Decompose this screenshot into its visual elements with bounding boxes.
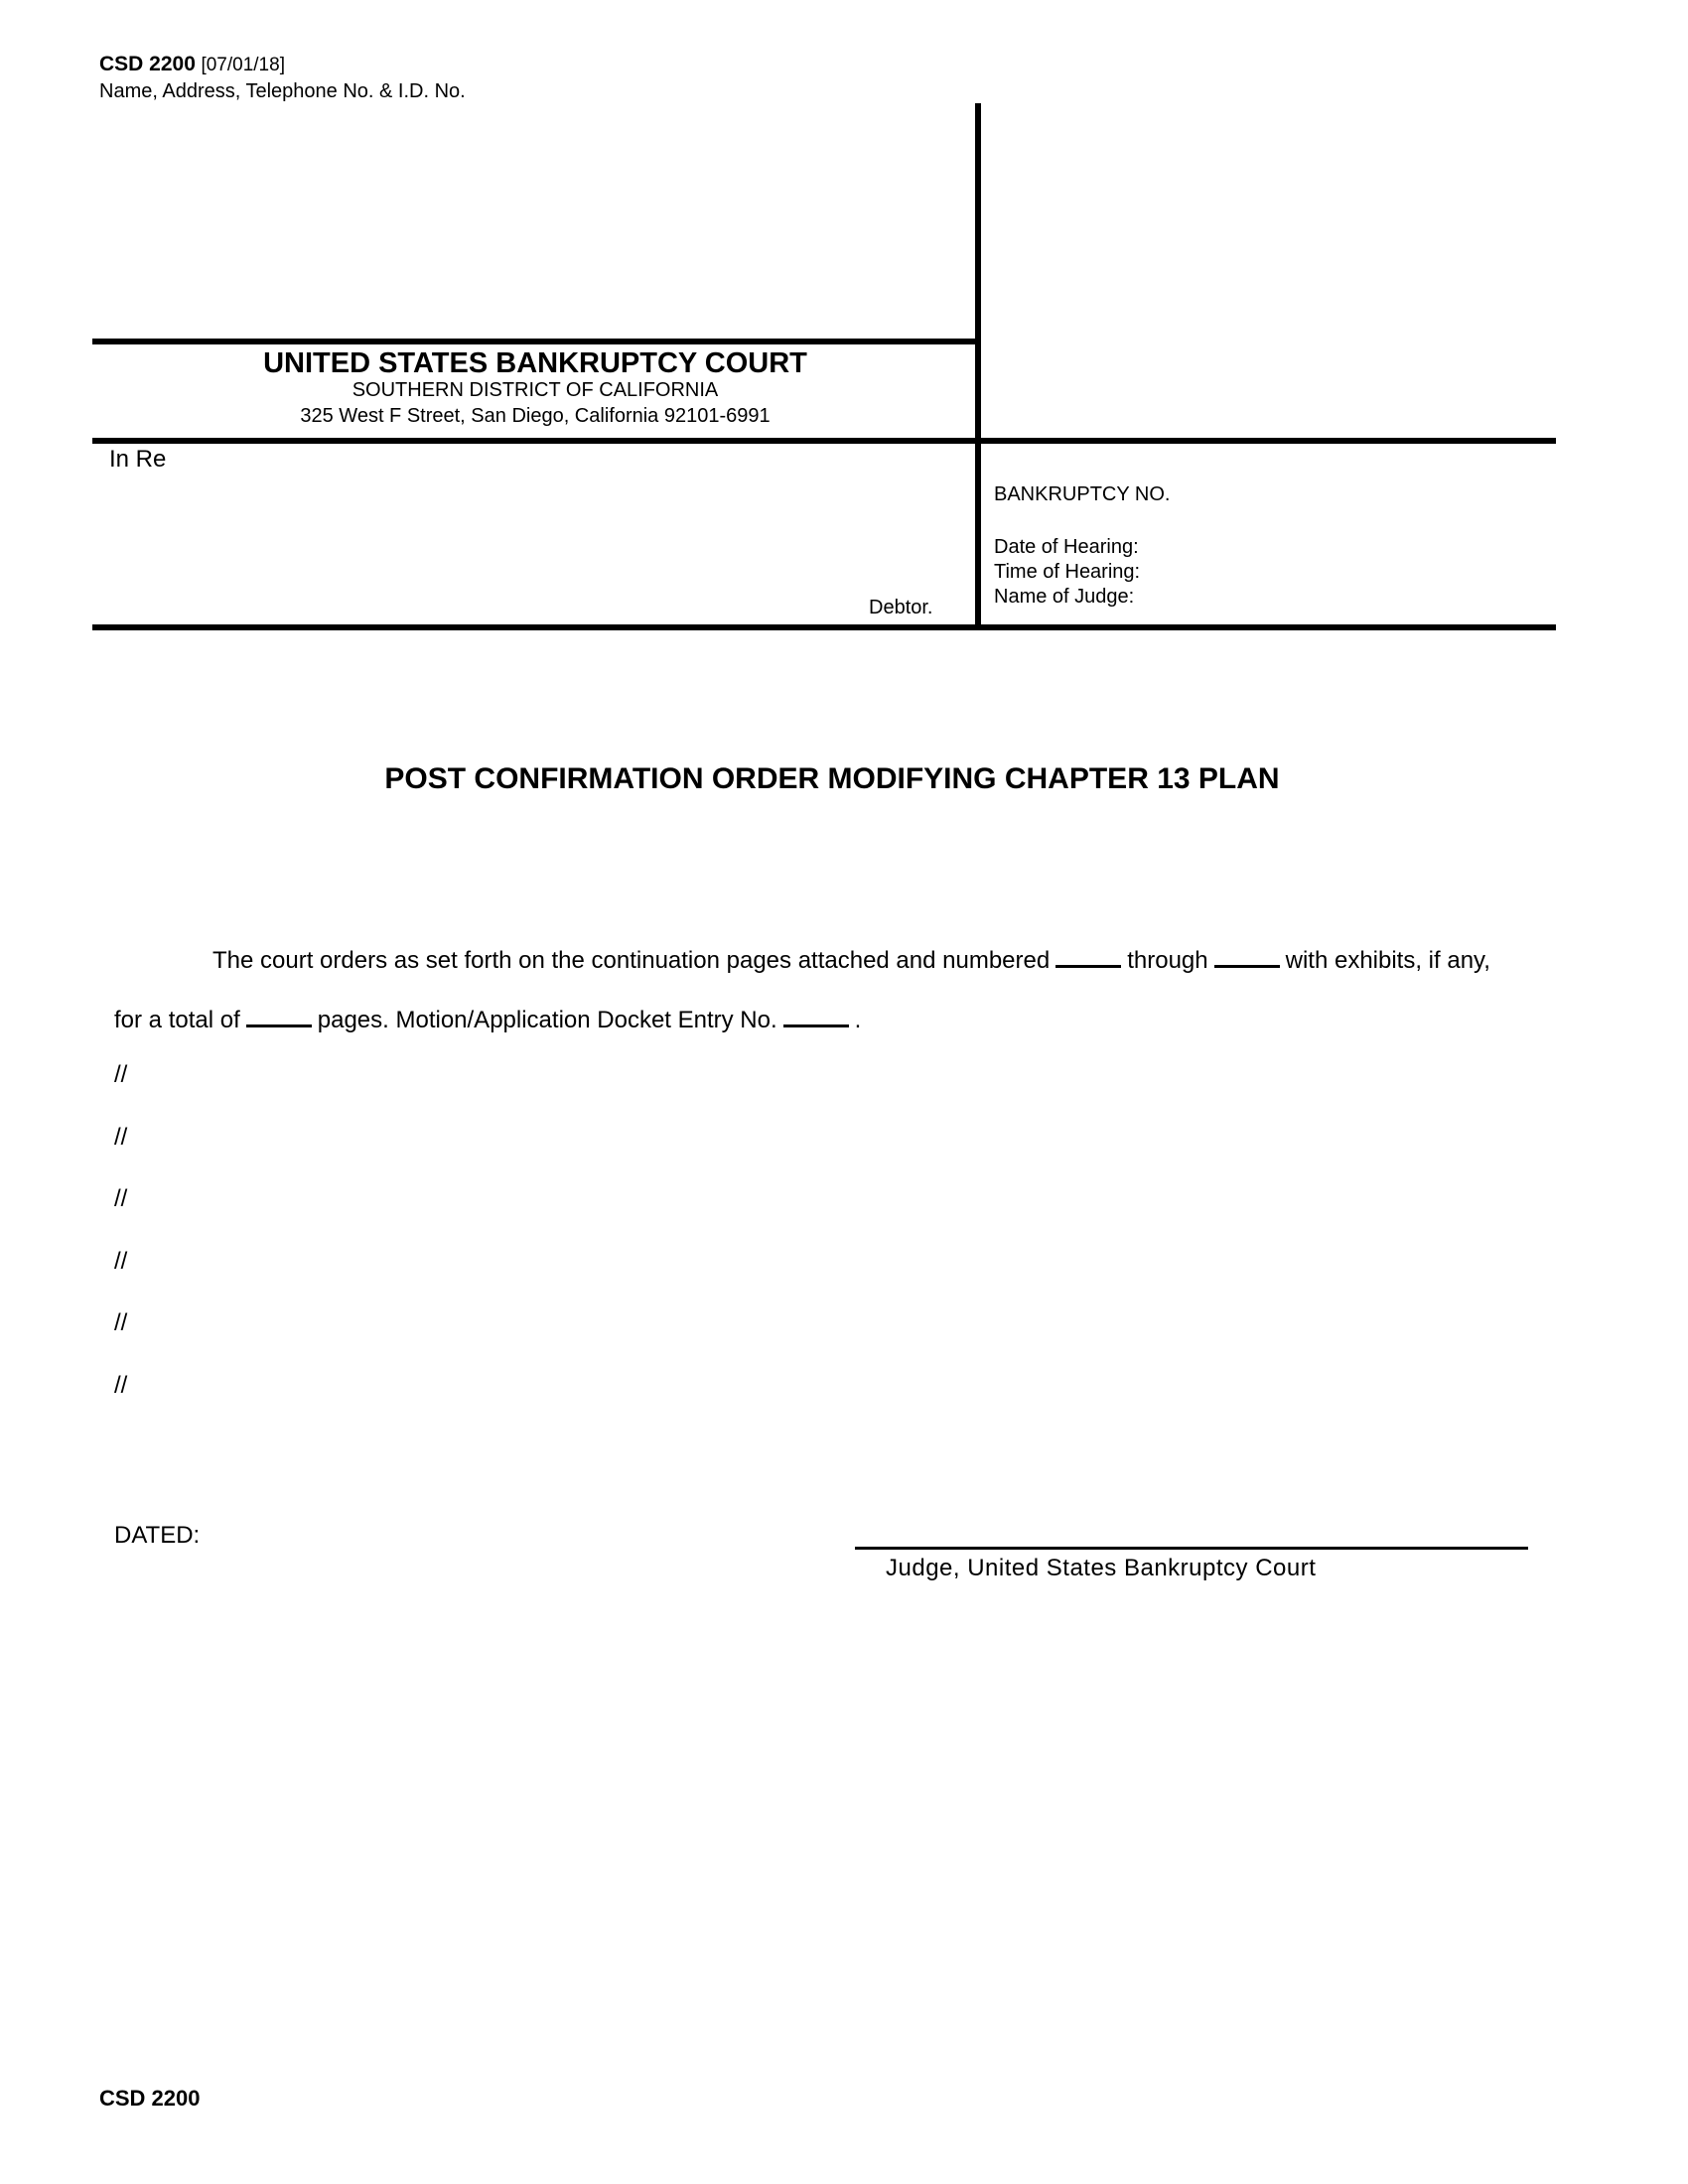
signature-line[interactable] xyxy=(855,1547,1528,1550)
court-district: SOUTHERN DISTRICT OF CALIFORNIA xyxy=(352,379,719,401)
court-address: 325 West F Street, San Diego, California 92101-6991 xyxy=(300,405,771,427)
continuation-slash: // xyxy=(114,1124,128,1151)
order-text: for a total of xyxy=(114,1007,240,1033)
order-line-1 xyxy=(212,947,1490,973)
continuation-slash: // xyxy=(114,1061,128,1088)
bankruptcy-no-label: BANKRUPTCY NO. xyxy=(994,483,1171,505)
dated-label: DATED: xyxy=(114,1522,201,1549)
footer-form-id: CSD 2200 xyxy=(99,2086,201,2111)
attorney-label: Name, Address, Telephone No. & I.D. No. xyxy=(99,80,466,102)
document-title: POST CONFIRMATION ORDER MODIFYING CHAPTER 13 PLAN xyxy=(384,762,1280,795)
form-header xyxy=(99,54,285,74)
in-re-label: In Re xyxy=(109,446,167,473)
judge-signature-label: Judge, United States Bankruptcy Court xyxy=(886,1555,1317,1581)
time-of-hearing-label: Time of Hearing: xyxy=(994,561,1141,583)
order-text: The court orders as set forth on the continuation pages attached and numbered xyxy=(212,947,1051,974)
order-text: through xyxy=(1127,947,1208,974)
docket-entry-blank[interactable] xyxy=(783,1007,849,1027)
continuation-slash: // xyxy=(114,1372,128,1399)
page-end-blank[interactable] xyxy=(1214,947,1280,968)
court-name: UNITED STATES BANKRUPTCY COURT xyxy=(263,347,807,379)
name-of-judge-label: Name of Judge: xyxy=(994,586,1135,608)
continuation-slash: // xyxy=(114,1309,128,1336)
continuation-slash: // xyxy=(114,1248,128,1275)
order-line-2 xyxy=(114,1007,861,1032)
caption-bottom-divider xyxy=(92,624,1556,630)
court-divider xyxy=(92,339,978,344)
form-date: [07/01/18] xyxy=(201,55,285,75)
continuation-slash: // xyxy=(114,1185,128,1212)
page-start-blank[interactable] xyxy=(1055,947,1121,968)
form-id: CSD 2200 xyxy=(99,53,196,75)
total-pages-blank[interactable] xyxy=(246,1007,312,1027)
order-text: pages. Motion/Application Docket Entry No. xyxy=(317,1007,777,1033)
caption-divider xyxy=(92,438,1556,444)
date-of-hearing-label: Date of Hearing: xyxy=(994,536,1139,558)
order-text: with exhibits, if any, xyxy=(1285,947,1490,974)
debtor-label: Debtor. xyxy=(869,597,933,618)
order-text: . xyxy=(854,1007,862,1033)
